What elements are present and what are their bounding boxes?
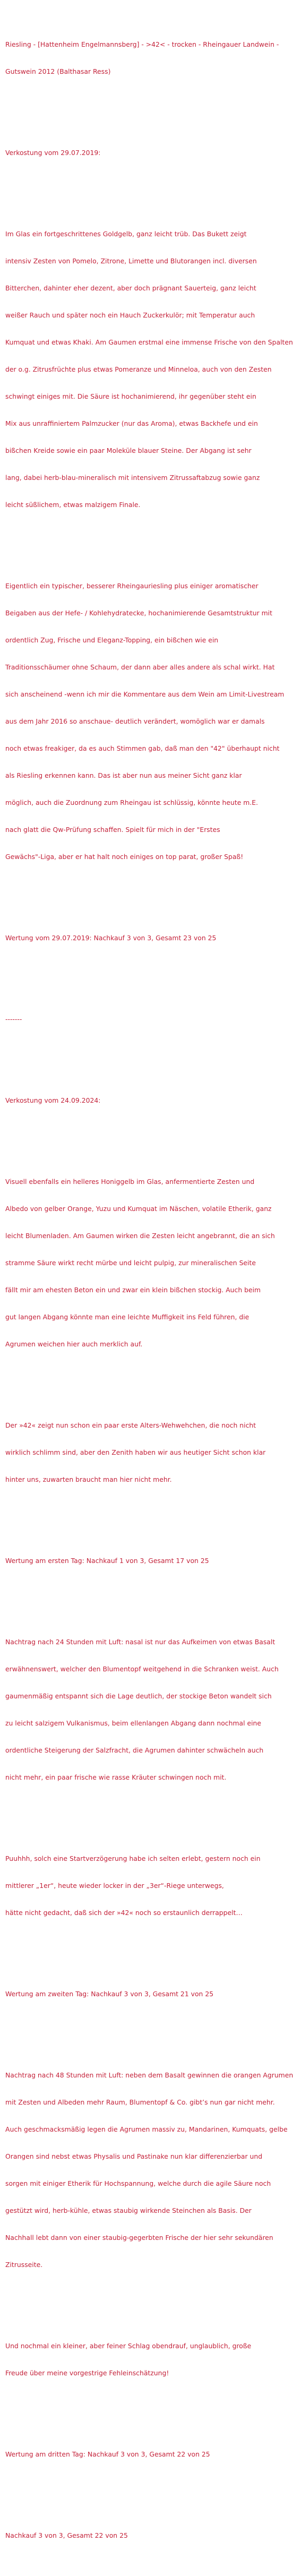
tasting1-paragraph-2: [5, 563, 288, 879]
text-line: Der »42« zeigt nun schon ein paar erste Alters-Wehwehchen, die noch nicht: [5, 1421, 256, 1429]
text-line: Traditionsschäumer ohne Schaum, der dann aber alles andere als schal wirkt. Hat: [5, 663, 275, 671]
text-line: als Riesling erkennen kann. Das ist aber nun aus meiner Sicht ganz klar: [5, 771, 242, 779]
text-line: ordentlich Zug, Frische und Eleganz-Topping, ein bißchen wie ein: [5, 636, 219, 644]
text-line: Nachhall lebt dann von einer staubig-gegerbten Frische der hier sehr sekundären: [5, 2234, 273, 2242]
text-line: Mix aus unraffiniertem Palmzucker (nur das Aroma), etwas Backhefe und ein: [5, 419, 258, 427]
title-line: Gutswein 2012 (Balthasar Ress): [5, 67, 111, 75]
text-line: Nachtrag nach 24 Stunden mit Luft: nasal ist nur das Aufkeimen von etwas Basalt: [5, 1638, 275, 1646]
text-line: Albedo von gelber Orange, Yuzu und Kumquat im Näschen, volatile Etherik, ganz: [5, 1205, 272, 1213]
text-line: noch etwas freakiger, da es auch Stimmen gab, daß man den "42" überhaupt nicht: [5, 744, 280, 752]
tasting2-paragraph-1: [5, 1159, 288, 1367]
tasting2-heading: [5, 1078, 288, 1123]
text-line: Puuhhh, solch eine Startverzögerung habe ich selten erlebt, gestern noch ein: [5, 1854, 261, 1862]
text-line: Nachtrag nach 48 Stunden mit Luft: neben dem Basalt gewinnen die orangen Agrumen: [5, 2071, 293, 2079]
text-line: nicht mehr, ein paar frische wie rasse Kräuter schwingen noch mit.: [5, 1773, 227, 1781]
tasting2-paragraph-4: [5, 1836, 288, 1935]
tasting2-paragraph-3: [5, 1619, 288, 1800]
text-line: weißer Rauch und später noch ein Hauch Zuckerkulör; mit Temperatur auch: [5, 311, 255, 319]
rating-day-3: [5, 2432, 288, 2477]
tasting2-paragraph-6: [5, 2323, 288, 2395]
text-line: aus dem Jahr 2016 so anschaue- deutlich verändert, womöglich war er damals: [5, 717, 265, 725]
text-line: ordentliche Steigerung der Salzfracht, die Agrumen dahinter schwächeln auch: [5, 1746, 264, 1754]
text-line: wirklich schlimm sind, aber den Zenith haben wir aus heutiger Sicht schon klar: [5, 1448, 266, 1456]
text-line: Visuell ebenfalls ein helleres Honiggelb im Glas, anfermentierte Zesten und: [5, 1178, 255, 1186]
text-line: erwähnenswert, welcher den Blumentopf weitgehend in die Schranken weist. Auch: [5, 1665, 279, 1673]
text-line: gestützt wird, herb-kühle, etwas staubig wirkende Steinchen als Basis. Der: [5, 2206, 252, 2214]
rating-line: Wertung am ersten Tag: Nachkauf 1 von 3, Gesamt 17 von 25: [5, 1557, 209, 1565]
text-line: Agrumen weichen hier auch merklich auf.: [5, 1340, 143, 1348]
text-line: fällt mir am ehesten Beton ein und zwar ein klein bißchen stockig. Auch beim: [5, 1286, 261, 1294]
rating-day-2: [5, 1971, 288, 2016]
separator: [5, 997, 288, 1042]
text-line: Gewächs"-Liga, aber er hat halt noch einiges on top parat, großer Spaß!: [5, 853, 244, 861]
final-rating: [5, 2513, 288, 2558]
text-line: bißchen Kreide sowie ein paar Moleküle blauer Steine. Der Abgang ist sehr: [5, 446, 252, 454]
text-line: lang, dabei herb-blau-mineralisch mit intensivem Zitrussaftabzug sowie ganz: [5, 474, 260, 482]
text-line: sich anscheinend -wenn ich mir die Kommentare aus dem Wein am Limit-Livestream: [5, 690, 285, 698]
text-line: Orangen sind nebst etwas Physalis und Pastinake nun klar differenzierbar und: [5, 2152, 263, 2160]
text-line: stramme Säure wirkt recht mürbe und leicht pulpig, zur mineralischen Seite: [5, 1259, 256, 1267]
text-line: gut langen Abgang könnte man eine leichte Muffigkeit ins Feld führen, die: [5, 1313, 249, 1321]
text-line: Kumquat und etwas Khaki. Am Gaumen erstmal eine immense Frische von den Spalten: [5, 338, 293, 346]
rating-day-1: [5, 1538, 288, 1583]
text-line: der o.g. Zitrusfrüchte plus etwas Pomeranze und Minneloa, auch von den Zesten: [5, 365, 272, 373]
text-line: leicht süßlichem, etwas malzigem Finale.: [5, 501, 141, 509]
text-line: nach glatt die Qw-Prüfung schaffen. Spielt für mich in der "Erstes: [5, 826, 220, 834]
section-heading: Verkostung vom 24.09.2024:: [5, 1096, 101, 1104]
text-line: Auch geschmacksmäßig legen die Agrumen massiv zu, Mandarinen, Kumquats, gelbe: [5, 2125, 288, 2133]
rating-line: Wertung am dritten Tag: Nachkauf 3 von 3, Gesamt 22 von 25: [5, 2450, 210, 2458]
text-line: Freude über meine vorgestrige Fehleinschätzung!: [5, 2369, 169, 2377]
text-line: intensiv Zesten von Pomelo, Zitrone, Limette und Blutorangen incl. diversen: [5, 257, 257, 265]
text-line: Im Glas ein fortgeschrittenes Goldgelb, ganz leicht trüb. Das Bukett zeigt: [5, 230, 247, 238]
rating-line: Nachkauf 3 von 3, Gesamt 22 von 25: [5, 2531, 128, 2539]
tasting1-rating: [5, 915, 288, 960]
tasting1-paragraph-1: [5, 211, 293, 527]
wine-title: [5, 22, 288, 94]
text-line: mit Zesten und Albeden mehr Raum, Blumentopf & Co. gibt’s nun gar nicht mehr.: [5, 2098, 275, 2106]
text-line: zu leicht salzigem Vulkanismus, beim ellenlangen Abgang dann nochmal eine: [5, 1719, 262, 1727]
tasting1-heading: [5, 130, 288, 175]
text-line: Und nochmal ein kleiner, aber feiner Schlag obendrauf, unglaublich, große: [5, 2342, 252, 2350]
text-line: leicht Blumenladen. Am Gaumen wirken die Zesten leicht angebrannt, die an sich: [5, 1232, 275, 1240]
text-line: sorgen mit einiger Etherik für Hochspannung, welche durch die agile Säure noch: [5, 2179, 271, 2187]
tasting-note-document: [5, 4, 293, 2576]
text-line: mittlerer „1er“, heute wieder locker in der „3er“-Riege unterwegs,: [5, 1882, 224, 1890]
section-heading: Verkostung vom 29.07.2019:: [5, 149, 101, 157]
rating-line: Wertung am zweiten Tag: Nachkauf 3 von 3, Gesamt 21 von 25: [5, 1990, 214, 1998]
text-line: Beigaben aus der Hefe- / Kohlehydratecke, hochanimierende Gesamtstruktur mit: [5, 609, 272, 617]
text-line: Bitterchen, dahinter eher dezent, aber doch prägnant Sauerteig, ganz leicht: [5, 284, 256, 292]
title-line: Riesling - [Hattenheim Engelmannsberg] - >42< - trocken - Rheingauer Landwein -: [5, 40, 279, 48]
text-line: möglich, auch die Zuordnung zum Rheingau ist schlüssig, könnte heute m.E.: [5, 798, 258, 806]
text-line: hinter uns, zuwarten braucht man hier nicht mehr.: [5, 1475, 172, 1483]
text-line: gaumenmäßig entspannt sich die Lage deutlich, der stockige Beton wandelt sich: [5, 1692, 272, 1700]
text-line: Zitrusseite.: [5, 2261, 43, 2269]
tasting2-paragraph-5: [5, 2053, 293, 2287]
tasting2-paragraph-2: [5, 1403, 288, 1502]
separator-line: -------: [5, 1015, 22, 1023]
rating-line: Wertung vom 29.07.2019: Nachkauf 3 von 3, Gesamt 23 von 25: [5, 934, 217, 942]
text-line: hätte nicht gedacht, daß sich der »42« noch so erstaunlich derrappelt…: [5, 1909, 243, 1917]
text-line: schwingt einiges mit. Die Säure ist hochanimierend, ihr gegenüber steht ein: [5, 392, 256, 400]
text-line: Eigentlich ein typischer, besserer Rheingauriesling plus einiger aromatischer: [5, 582, 258, 590]
